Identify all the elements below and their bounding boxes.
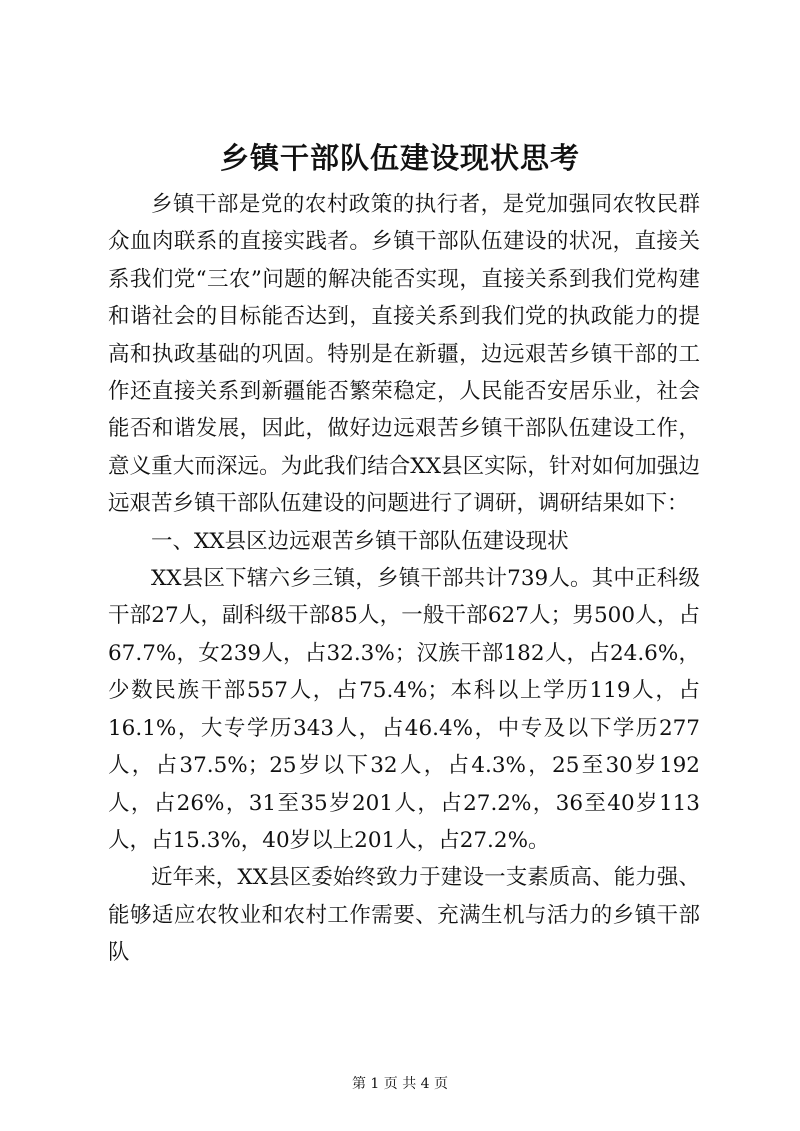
recent-years-paragraph: 近年来，XX县区委始终致力于建设一支素质高、能力强、能够适应农牧业和农村工作需要、充满生机与活力的乡镇干部队 [108, 865, 700, 966]
document-title: 乡镇干部队伍建设现状思考 [219, 141, 580, 175]
document-body [108, 186, 700, 972]
intro-paragraph: 乡镇干部是党的农村政策的执行者，是党加强同农牧民群众血肉联系的直接实践者。乡镇干部队伍建设的状况，直接关系我们党“三农”问题的解决能否实现，直接关系到我们党构建和谐社会的目标能否达到，直接关系到我们党的执政能力的提高和执政基础的巩固。特别是在新疆，边远艰苦乡镇干部的工作还直接关系到新疆能否繁荣稳定，人民能否安居乐业，社会能否和谐发展，因此，做好边远艰苦乡镇干部队伍建设工作，意义重大而深远。为此我们结合XX县区实际，针对如何加强边远艰苦乡镇干部队伍建设的问题进行了调研，调研结果如下： [108, 192, 700, 517]
page-footer: 第 1 页 共 4 页 [351, 1076, 449, 1092]
section-heading: 一、XX县区边远艰苦乡镇干部队伍建设现状 [151, 528, 569, 554]
statistics-paragraph: XX县区下辖六乡三镇，乡镇干部共计739人。其中正科级干部27人，副科级干部85人，一般干部627人；男500人，占67.7%，女239人，占32.3%；汉族干部182人，占24.6%，少数民族干部557人，占75.4%；本科以上学历119人，占16.1%，大专学历343人，占46.4%，中专及以下学历277人，占37.5%；25岁以下32人，占4.3%，25至30岁192人，占26%，31至35岁201人，占27.2%，36至40岁113人，占15.3%，40岁以上201人，占27.2%。 [108, 566, 700, 853]
